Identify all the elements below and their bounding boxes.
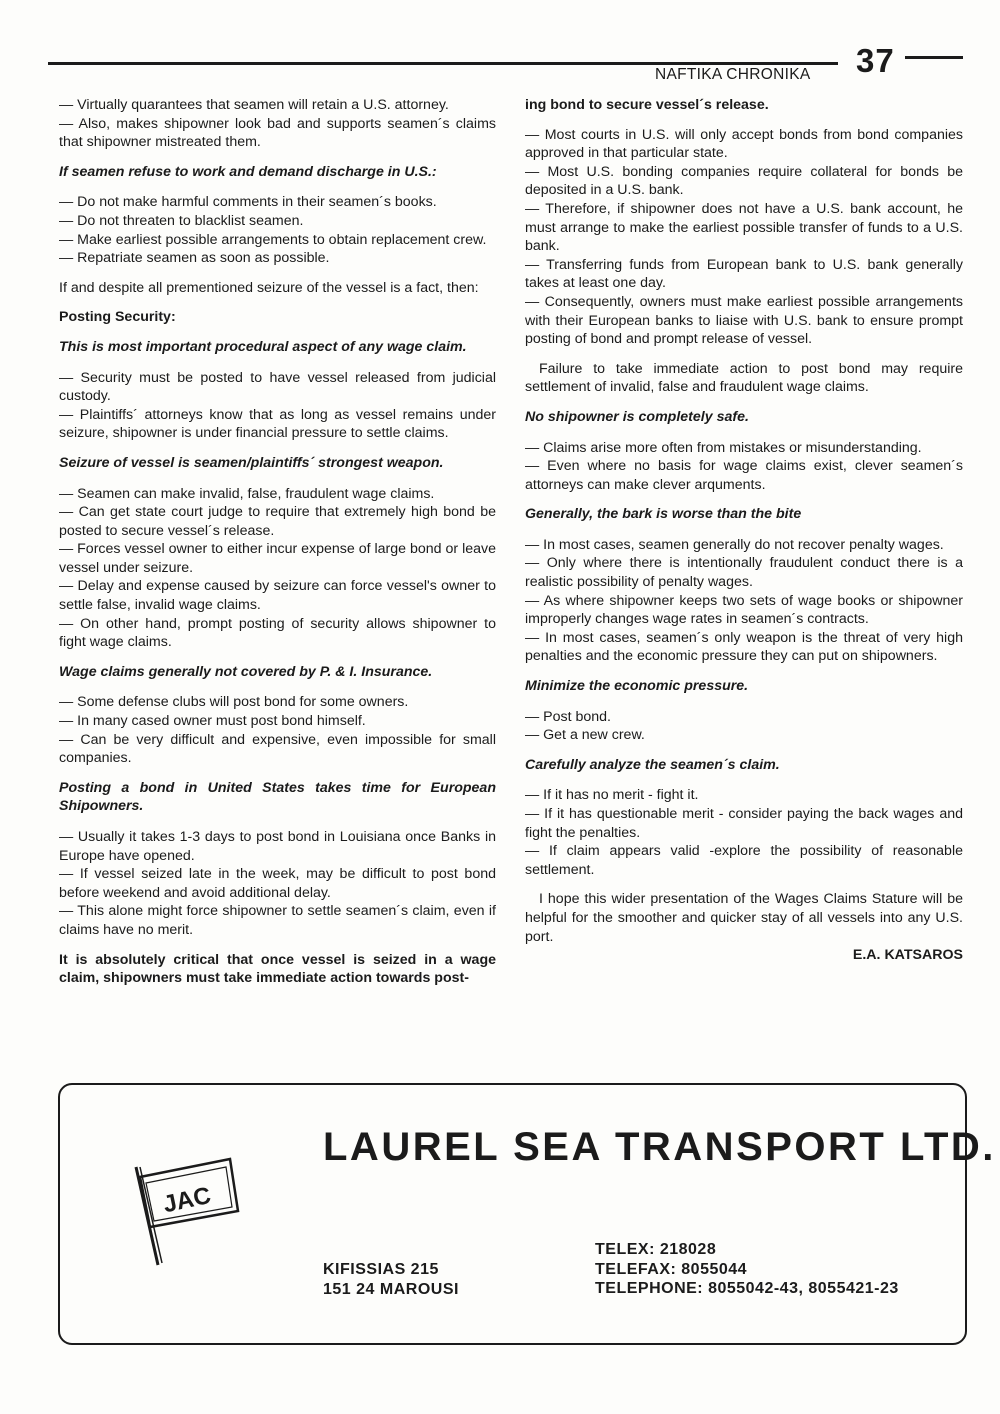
list-item: — If vessel seized late in the week, may be difficult to post bond before weekend and avoid additional delay. xyxy=(59,866,496,901)
list-item: — Security must be posted to have vessel released from judicial custody. xyxy=(59,369,496,405)
telephone-number: TELEPHONE: 8055042-43, 8055421-23 xyxy=(595,1280,899,1297)
section-heading: This is most important procedural aspect of any wage claim. xyxy=(59,338,467,355)
author-signature: E.A. KATSAROS xyxy=(852,947,963,964)
jac-flag-icon xyxy=(122,1147,242,1267)
list-item: — Forces vessel owner to either incur expense of large bond or leave vessel under seizure. xyxy=(59,541,496,576)
section-heading: Carefully analyze the seamen´s claim. xyxy=(525,756,780,773)
list-item: — Only where there is intentionally fraudulent conduct there is a realistic possibility of penalty wages. xyxy=(525,555,963,591)
magazine-title: NAFTIKA CHRONIKA xyxy=(655,66,811,83)
list-item: — If claim appears valid -explore the possibility of reasonable settlement. xyxy=(525,843,963,878)
subheading: Posting Security: xyxy=(59,309,176,326)
section-heading: If seamen refuse to work and demand discharge in U.S.: xyxy=(59,163,437,180)
list-item: — Most U.S. bonding companies require collateral for bonds be deposited in a U.S. bank. xyxy=(525,163,963,199)
list-item: — Usually it takes 1-3 days to post bond in Louisiana once Banks in Europe have opened. xyxy=(59,829,496,864)
section-heading: Posting a bond in United States takes time for European Shipowners. xyxy=(59,779,496,815)
flag-label: JAC xyxy=(160,1182,214,1219)
list-item: — In most cases, seamen generally do not recover penalty wages. xyxy=(525,536,944,553)
company-address xyxy=(323,1260,459,1300)
list-item: — This alone might force shipowner to settle seamen´s claim, even if claims have no merit. xyxy=(59,903,496,938)
list-item: — Seamen can make invalid, false, fraudulent wage claims. xyxy=(59,485,435,502)
list-item: — In many cased owner must post bond himself. xyxy=(59,713,366,730)
list-item: — Therefore, if shipowner does not have a U.S. bank account, he must arrange to make the earliest possible transfer of funds to a U.S. bank. xyxy=(525,200,963,255)
list-item: — Transferring funds from European bank to U.S. bank generally takes at least one day. xyxy=(525,256,963,292)
list-item: — Can be very difficult and expensive, even impossible for small companies. xyxy=(59,731,496,767)
paragraph: I hope this wider presentation of the Wages Claims Stature will be helpful for the smoother and quicker stay of all vessels into any U.S. port. xyxy=(525,891,963,945)
article-right-column xyxy=(525,96,963,965)
paragraph: If and despite all prementioned seizure of the vessel is a fact, then: xyxy=(59,279,479,296)
list-item: — Consequently, owners must make earliest possible arrangements with their European banks to liaise with U.S. bank to ensure prompt posting of bond and prompt release of vessel. xyxy=(525,293,963,348)
section-heading: Minimize the economic pressure. xyxy=(525,678,749,695)
list-item: — Make earliest possible arrangements to obtain replacement crew. xyxy=(59,231,487,248)
section-heading: Seizure of vessel is seamen/plaintiffs´ strongest weapon. xyxy=(59,454,444,471)
address-line-2: 151 24 MAROUSI xyxy=(323,1281,459,1298)
telefax-number: TELEFAX: 8055044 xyxy=(595,1260,748,1278)
list-item: — In most cases, seamen´s only weapon is the threat of very high penalties and the economic pressure they can put on shipowners. xyxy=(525,629,963,665)
list-item: — Even where no basis for wage claims exist, clever seamen´s attorneys can make clever arquments. xyxy=(525,458,963,493)
advertisement-box xyxy=(58,1083,996,1345)
list-item: — On other hand, prompt posting of security allows shipowner to fight wage claims. xyxy=(59,615,496,651)
page-number: 37 xyxy=(856,42,895,79)
paragraph: Failure to take immediate action to post bond may require settlement of invalid, false and fraudulent wage claims. xyxy=(525,360,963,396)
address-line-1: KIFISSIAS 215 xyxy=(323,1261,439,1278)
section-heading: Generally, the bark is worse than the bite xyxy=(525,506,802,523)
article-left-column xyxy=(59,96,496,988)
section-heading: Wage claims generally not covered by P. & I. Insurance. xyxy=(59,663,433,680)
list-item: — As where shipowner keeps two sets of wage books or shipowner improperly changes wage rates in seamen´s contracts. xyxy=(525,592,963,628)
section-heading: No shipowner is completely safe. xyxy=(525,408,749,425)
list-item: — Do not make harmful comments in their seamen´s books. xyxy=(59,194,437,211)
telex-number: TELEX: 218028 xyxy=(595,1241,717,1258)
paragraph: — Most courts in U.S. will only accept bonds from bond companies approved in that particular state. xyxy=(525,126,963,162)
list-item: — Can get state court judge to require that extremely high bond be posted to secure vessel´s release. xyxy=(59,504,496,539)
list-item: — Also, makes shipowner look bad and supports seamen´s claims that shipowner mistreated them. xyxy=(59,115,496,151)
list-item: — Claims arise more often from mistakes or misunderstanding. xyxy=(525,439,922,456)
emphasis-paragraph: It is absolutely critical that once vessel is seized in a wage claim, shipowners must take immediate action towards post- xyxy=(59,951,496,987)
list-item: — Do not threaten to blacklist seamen. xyxy=(59,212,304,229)
list-item: — If it has questionable merit - consider paying the back wages and fight the penalties. xyxy=(525,806,963,841)
list-item: — Post bond. xyxy=(525,708,611,725)
list-item: — Get a new crew. xyxy=(525,727,645,744)
list-item: — Some defense clubs will post bond for some owners. xyxy=(59,694,409,711)
header-rule-right xyxy=(905,56,963,59)
company-contact xyxy=(595,1240,899,1299)
header-rule-left xyxy=(48,62,838,65)
company-name: LAUREL SEA TRANSPORT LTD. xyxy=(323,1125,996,1169)
paragraph-continued: ing bond to secure vessel´s release. xyxy=(525,97,769,113)
list-item: — Plaintiffs´ attorneys know that as long as vessel remains under seizure, shipowner is under financial pressure to settle claims. xyxy=(59,406,496,442)
list-item: — Virtually quarantees that seamen will retain a U.S. attorney. xyxy=(59,97,449,113)
list-item: — If it has no merit - fight it. xyxy=(525,787,699,804)
list-item: — Repatriate seamen as soon as possible. xyxy=(59,250,330,267)
list-item: — Delay and expense caused by seizure can force vessel's owner to settle false, invalid wage claims. xyxy=(59,578,496,614)
